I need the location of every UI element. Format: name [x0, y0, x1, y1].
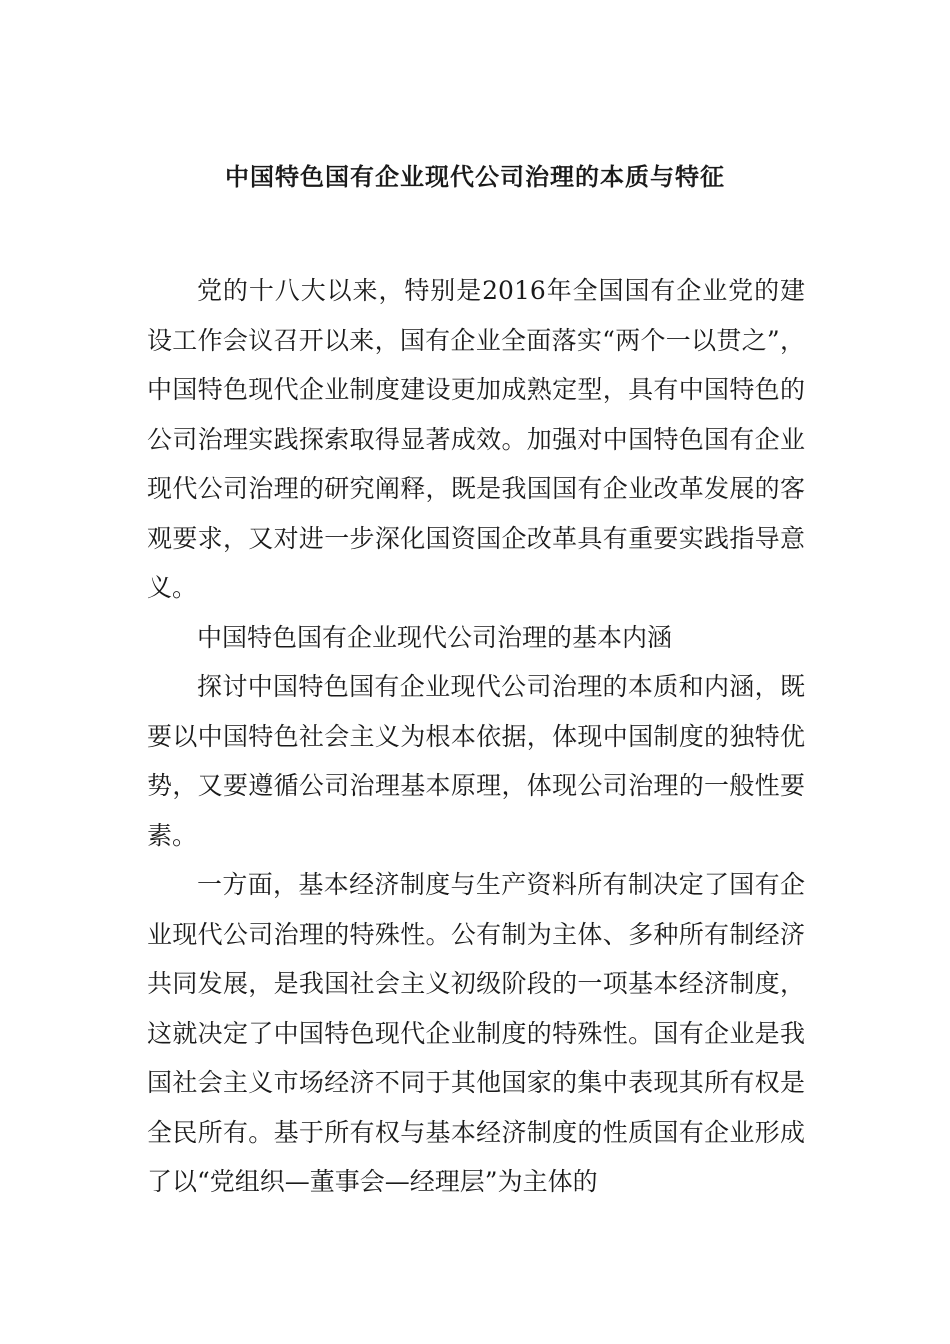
document-body	[147, 266, 805, 1207]
paragraph-first-aspect: 一方面，基本经济制度与生产资料所有制决定了国有企业现代公司治理的特殊性。公有制为主体、多种所有制经济共同发展，是我国社会主义初级阶段的一项基本经济制度，这就决定了中国特色现代企业制度的特殊性。国有企业是我国社会主义市场经济不同于其他国家的集中表现其所有权是全民所有。基于所有权与基本经济制度的性质国有企业形成了以“党组织—董事会—经理层”为主体的	[147, 870, 805, 1196]
section-heading: 中国特色国有企业现代公司治理的基本内涵	[197, 622, 673, 652]
paragraph-inquiry: 探讨中国特色国有企业现代公司治理的本质和内涵，既要以中国特色社会主义为根本依据，体现中国制度的独特优势，又要遵循公司治理基本原理，体现公司治理的一般性要素。	[147, 672, 805, 850]
document-title: 中国特色国有企业现代公司治理的本质与特征	[225, 162, 725, 191]
paragraph-intro: 党的十八大以来，特别是2016年全国国有企业党的建设工作会议召开以来，国有企业全面落实“两个一以贯之”，中国特色现代企业制度建设更加成熟定型，具有中国特色的公司治理实践探索取得显著成效。加强对中国特色国有企业现代公司治理的研究阐释，既是我国国有企业改革发展的客观要求，又对进一步深化国资国企改革具有重要实践指导意义。	[147, 276, 805, 602]
